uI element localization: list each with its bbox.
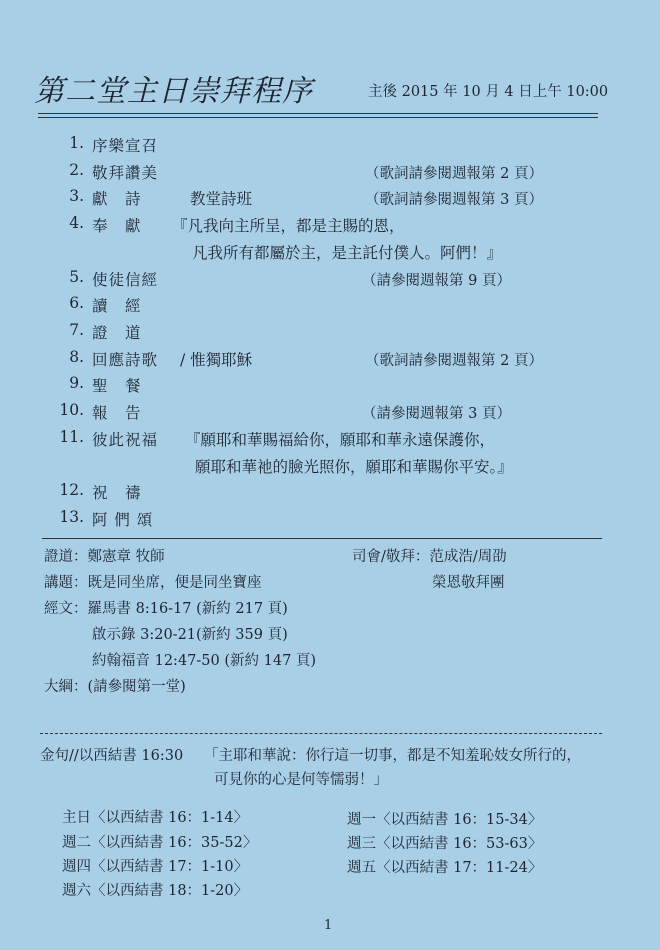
item-number: 6. bbox=[69, 294, 84, 312]
service-date: 主後 2015 年 10 月 4 日上午 10:00 bbox=[368, 84, 609, 100]
reading-thursday: 週四〈以西結書 17：1-10〉 bbox=[62, 859, 249, 875]
item-label: 回應詩歌 bbox=[92, 351, 159, 369]
item-label: 序樂宣召 bbox=[92, 137, 159, 155]
scripture-2: 啟示錄 3:20-21(新約 359 頁) bbox=[92, 627, 288, 643]
item-note: （歌詞請參閱週報第 3 頁） bbox=[365, 192, 543, 208]
item-note: （歌詞請參閱週報第 2 頁） bbox=[365, 166, 543, 182]
item-label: 使徒信經 bbox=[92, 271, 159, 289]
section-divider bbox=[42, 538, 602, 539]
item-sub: 教堂詩班 bbox=[190, 190, 253, 208]
item-label: 彼此祝福 bbox=[92, 431, 159, 449]
item-number: 1. bbox=[69, 134, 84, 152]
item-number: 3. bbox=[69, 187, 84, 205]
item-number: 12. bbox=[59, 481, 84, 499]
item-number: 4. bbox=[69, 214, 84, 232]
item-label: 敬拜讚美 bbox=[92, 164, 159, 182]
item-quote-line1: 『願耶和華賜福給你，願耶和華永遠保護你， bbox=[185, 431, 496, 449]
reading-tuesday: 週二〈以西結書 16：35-52〉 bbox=[62, 835, 258, 851]
item-sub: / 惟獨耶穌 bbox=[180, 351, 253, 369]
header-rule-top bbox=[38, 113, 598, 114]
item-label: 奉 獻 bbox=[92, 217, 142, 235]
sermon-topic: 講題：既是同坐席，便是同坐寶座 bbox=[44, 575, 262, 591]
item-number: 8. bbox=[69, 348, 84, 366]
item-note: （請參閱週報第 9 頁） bbox=[362, 273, 511, 289]
item-quote-line2: 凡我所有都屬於主，是主託付僕人。阿們！』 bbox=[192, 244, 503, 262]
presider: 司會/敬拜：范成浩/周劭 bbox=[352, 549, 507, 565]
item-number: 13. bbox=[59, 508, 84, 526]
dashed-divider bbox=[40, 733, 602, 734]
reading-monday: 週一〈以西結書 16：15-34〉 bbox=[347, 812, 543, 828]
golden-verse-ref: 金句//以西結書 16:30 bbox=[40, 748, 184, 764]
item-number: 10. bbox=[59, 401, 84, 419]
item-label: 獻 詩 bbox=[92, 190, 142, 208]
scripture-1: 經文：羅馬書 8:16-17 (新約 217 頁) bbox=[44, 601, 288, 617]
reading-friday: 週五〈以西結書 17：11-24〉 bbox=[347, 860, 543, 876]
item-note: （請參閱週報第 3 頁） bbox=[362, 406, 511, 422]
item-label: 報 告 bbox=[92, 404, 142, 422]
reading-sunday: 主日〈以西結書 16：1-14〉 bbox=[62, 810, 249, 826]
outline: 大綱：(請參閱第一堂) bbox=[44, 679, 186, 695]
item-label: 讀 經 bbox=[92, 297, 142, 315]
item-label: 證 道 bbox=[92, 324, 142, 342]
header-rule-bottom bbox=[38, 117, 598, 118]
item-number: 9. bbox=[69, 374, 84, 392]
item-number: 5. bbox=[69, 268, 84, 286]
preacher: 證道：鄭憲章 牧師 bbox=[44, 549, 165, 565]
golden-verse-line2: 可見你的心是何等懦弱！」 bbox=[214, 772, 388, 788]
item-label: 阿 們 頌 bbox=[92, 511, 154, 529]
reading-wednesday: 週三〈以西結書 16：53-63〉 bbox=[347, 836, 543, 852]
item-number: 7. bbox=[69, 321, 84, 339]
golden-verse-line1: 「主耶和華說：你行這一切事，都是不知羞恥妓女所行的， bbox=[204, 748, 581, 764]
item-quote-line1: 『凡我向主所呈，都是主賜的恩， bbox=[172, 217, 405, 235]
item-number: 2. bbox=[69, 161, 84, 179]
worship-team: 榮恩敬拜團 bbox=[432, 575, 505, 591]
reading-saturday: 週六〈以西結書 18：1-20〉 bbox=[62, 883, 249, 899]
page-number: 1 bbox=[324, 918, 333, 933]
scripture-3: 約翰福音 12:47-50 (新約 147 頁) bbox=[92, 653, 317, 669]
item-label: 聖 餐 bbox=[92, 377, 142, 395]
page-title: 第二堂主日崇拜程序 bbox=[34, 74, 313, 109]
item-number: 11. bbox=[59, 428, 84, 446]
item-quote-line2: 願耶和華祂的臉光照你，願耶和華賜你平安。』 bbox=[195, 458, 513, 476]
item-label: 祝 禱 bbox=[92, 484, 142, 502]
item-note: （歌詞請參閱週報第 2 頁） bbox=[365, 353, 543, 369]
